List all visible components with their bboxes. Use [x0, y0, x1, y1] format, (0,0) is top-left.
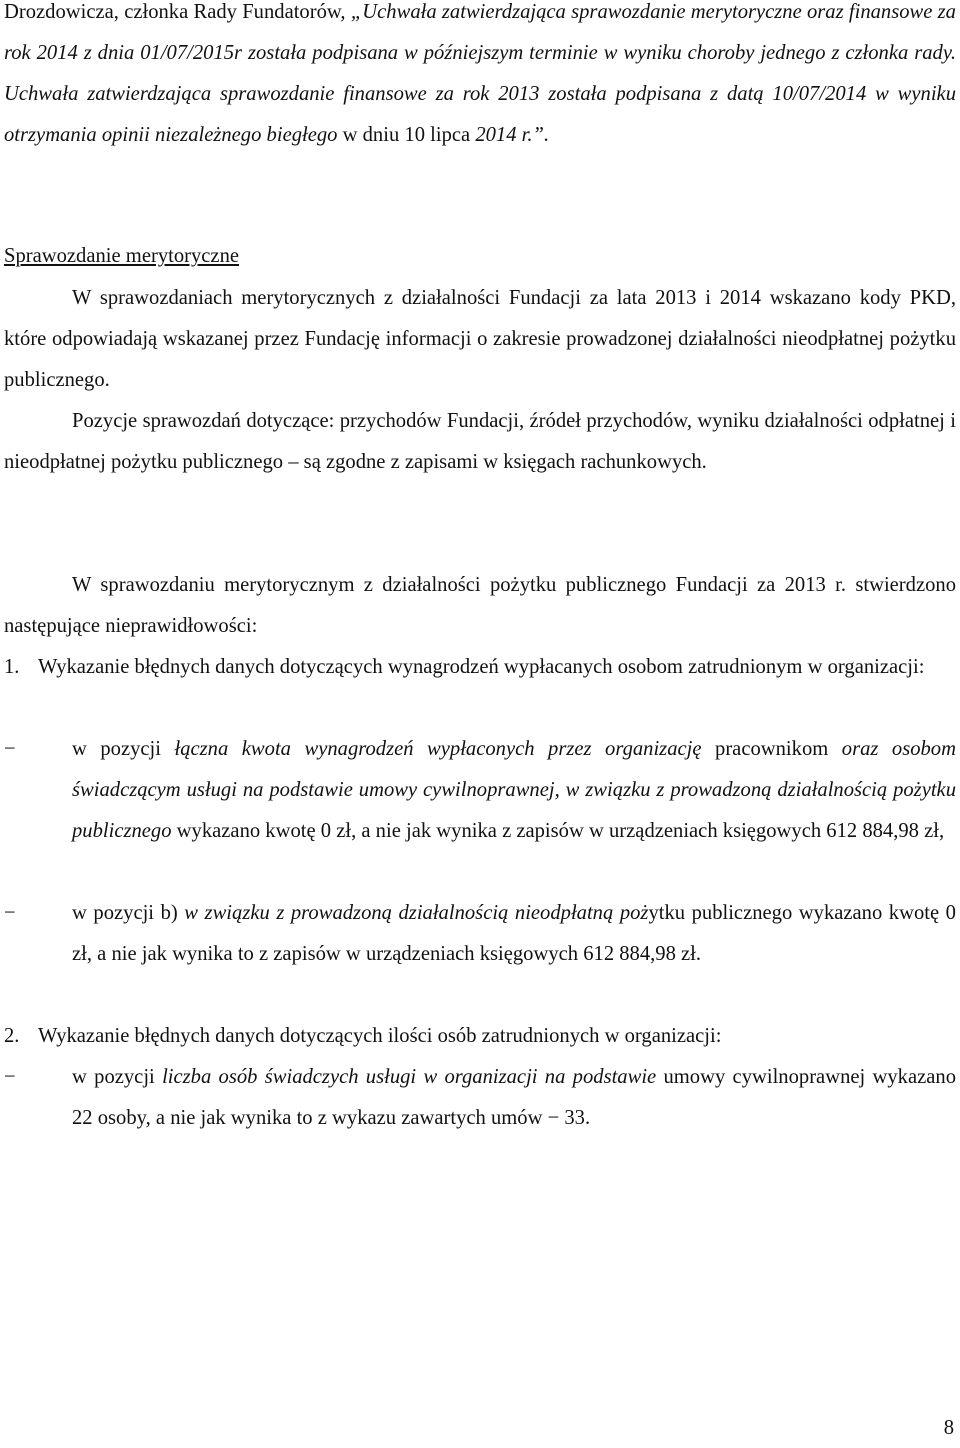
sub-item-text-part: w pozycji b) — [72, 902, 185, 924]
dash-marker: − — [4, 902, 16, 924]
sub-item-2-1 — [4, 1057, 956, 1139]
list-number: 2. — [4, 1025, 20, 1047]
sub-item-text-part: wykazano kwotę 0 zł, a nie jak wynika z zapisów w urządzeniach księgowych 612 884,98 zł, — [171, 820, 945, 842]
intro-paragraph — [4, 0, 956, 156]
list-item-1 — [4, 647, 956, 688]
intro-text-2: „Uchwała zatwierdzająca sprawozdanie merytoryczne oraz finansowe za rok 2014 z dnia 01/07/2015r została podpisana w późniejszym terminie w wyniku choroby jednego z członka rady. Uchwała zatwierdzająca sprawozdanie finansowe za rok 2013 została podpisana z datą 10/07/2014 w wyniku otrzymania opinii niezależnego biegłego — [4, 1, 956, 146]
sub-item-text-part: pracownikom — [701, 738, 842, 760]
section-heading: Sprawozdanie merytoryczne — [4, 245, 240, 267]
sub-item-1-1 — [4, 729, 956, 852]
dash-marker: − — [4, 738, 16, 760]
paragraph-irregularities: W sprawozdaniu merytorycznym z działalności pożytku publicznego Fundacji za 2013 r. stwierdzono następujące nieprawidłowości: — [4, 574, 956, 637]
paragraph-positions: Pozycje sprawozdań dotyczące: przychodów Fundacji, źródeł przychodów, wyniku działalności odpłatnej i nieodpłatnej pożytku publicznego – są zgodne z zapisami w księgach rachunkowych. — [4, 410, 956, 473]
sub-item-text-part: w pozycji — [72, 1066, 163, 1088]
sub-item-italic-part: łączna kwota wynagrodzeń wypłaconych przez organizację — [174, 738, 702, 760]
sub-item-text — [72, 1057, 956, 1139]
sub-item-1-2 — [4, 893, 956, 975]
dash-marker: − — [4, 1066, 16, 1088]
list-item-2 — [4, 1016, 956, 1057]
intro-text-1: Drozdowicza, członka Rady Fundatorów, — [4, 1, 351, 23]
sub-item-text — [72, 893, 956, 975]
list-item-text: Wykazanie błędnych danych dotyczących ilości osób zatrudnionych w organizacji: — [38, 1025, 722, 1047]
sub-item-italic-part: oraz osobom świadczącym usługi na podstawie umowy cywilnoprawnej, w związku z prowadzoną działalnością pożytku publicznego — [72, 738, 956, 842]
page-number: 8 — [943, 1417, 954, 1439]
sub-item-text-part: ytku publicznego wykazano kwotę 0 zł, a nie jak wynika to z zapisów w urządzeniach księgowych 612 884,98 zł. — [72, 902, 956, 965]
intro-text-3: w dniu 10 lipca — [337, 124, 476, 146]
intro-text-4: 2014 r.”. — [475, 124, 550, 146]
sub-item-italic-part: liczba osób świadczych usługi w organizacji na podstawie — [162, 1066, 657, 1088]
sub-item-text — [72, 729, 956, 852]
list-number: 1. — [4, 656, 20, 678]
paragraph-pkd: W sprawozdaniach merytorycznych z działalności Fundacji za lata 2013 i 2014 wskazano kody PKD, które odpowiadają wskazanej przez Fundację informacji o zakresie prowadzonej działalności nieodpłatnej pożytku publicznego. — [4, 287, 956, 391]
sub-item-italic-part: w związku z prowadzoną działalnością nieodpłatną poż — [184, 902, 649, 924]
sub-item-text-part: w pozycji — [72, 738, 175, 760]
list-item-text: Wykazanie błędnych danych dotyczących wynagrodzeń wypłacanych osobom zatrudnionym w organizacji: — [38, 656, 925, 678]
sub-item-text-part: umowy cywilnoprawnej wykazano 22 osoby, a nie jak wynika to z wykazu zawartych umów − 33. — [72, 1066, 956, 1129]
